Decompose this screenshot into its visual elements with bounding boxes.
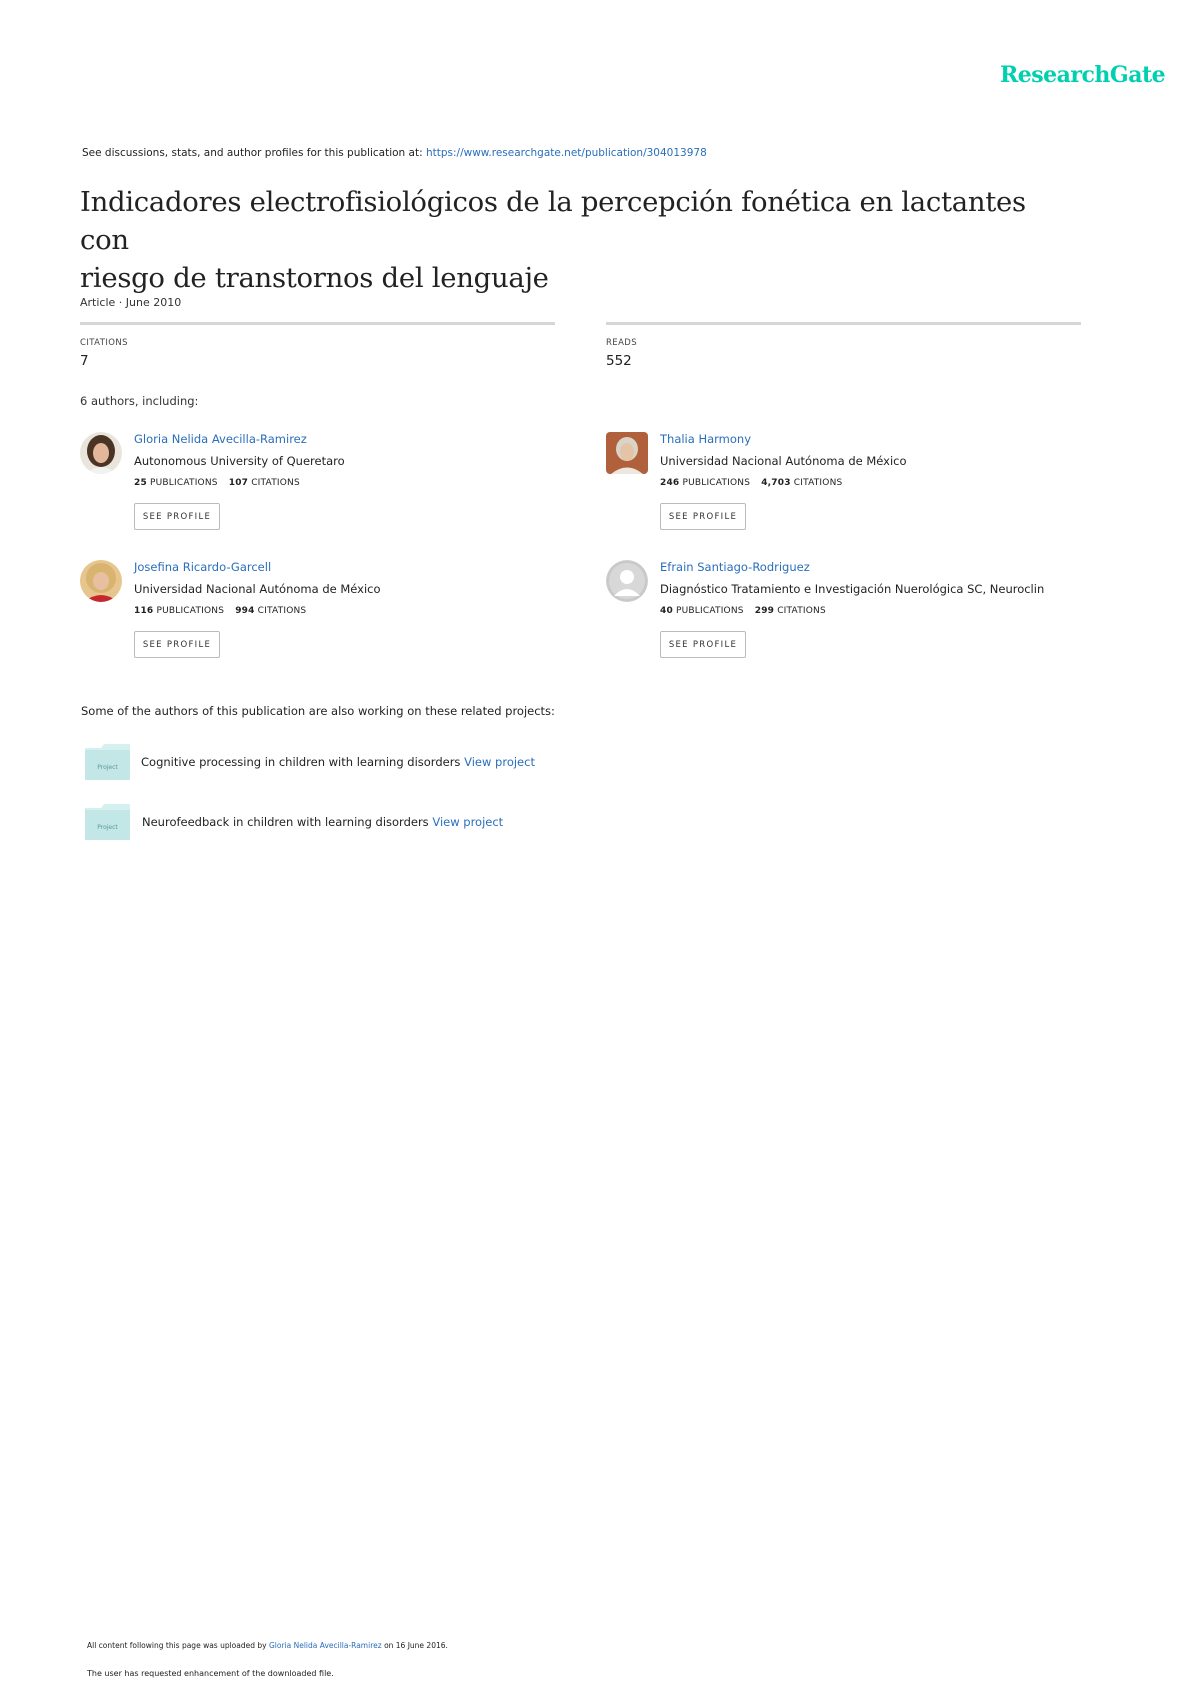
author-stats — [660, 606, 826, 616]
publication-url-link[interactable]: https://www.researchgate.net/publication/304013978 — [425, 147, 707, 159]
publications-label: PUBLICATIONS — [682, 478, 751, 488]
uploader-link[interactable]: Gloria Nelida Avecilla-Ramirez — [268, 1641, 382, 1650]
reads-label: READS — [606, 338, 638, 348]
project-folder-icon — [85, 804, 130, 840]
project-icon-label: Project — [97, 824, 118, 831]
uploaded-suffix: on 16 June 2016. — [384, 1641, 448, 1650]
author-card — [606, 432, 1106, 542]
project-item — [85, 804, 785, 844]
author-stats — [134, 606, 306, 616]
title-line-2: riesgo de transtornos del lenguaje — [80, 262, 549, 294]
see-profile-button[interactable]: SEE PROFILE — [660, 631, 746, 658]
title-line-1: Indicadores electrofisiológicos de la percepción fonética en lactantes con — [80, 186, 1026, 256]
citations-count: 107 — [228, 478, 249, 488]
project-description — [142, 815, 503, 829]
citations-label: CITATIONS — [251, 478, 300, 488]
see-profile-button[interactable]: SEE PROFILE — [660, 503, 746, 530]
see-profile-button[interactable]: SEE PROFILE — [134, 631, 220, 658]
citations-label: CITATIONS — [793, 478, 843, 488]
reads-count: 552 — [606, 353, 632, 369]
authors-heading: 6 authors, including: — [80, 394, 199, 408]
author-name-link[interactable]: Efrain Santiago-Rodriguez — [660, 560, 810, 574]
enhancement-note: The user has requested enhancement of the downloaded file. — [87, 1669, 334, 1678]
article-type-date: Article · June 2010 — [80, 296, 182, 309]
author-affiliation: Diagnóstico Tratamiento e Investigación Nuerológica SC, Neuroclin — [660, 582, 1045, 596]
publications-count: 25 — [134, 478, 147, 488]
author-card — [80, 560, 580, 670]
see-discussions-line — [82, 147, 707, 159]
related-projects-heading: Some of the authors of this publication are also working on these related projects: — [81, 704, 555, 718]
citations-label: CITATIONS — [257, 606, 307, 616]
project-description — [141, 755, 535, 769]
citations-count: 994 — [235, 606, 255, 616]
uploaded-prefix: All content following this page was uploaded by — [87, 1641, 267, 1650]
citations-count: 4,703 — [761, 478, 791, 488]
publications-label: PUBLICATIONS — [150, 478, 218, 488]
author-card — [606, 560, 1106, 670]
project-item — [85, 744, 785, 784]
author-affiliation: Universidad Nacional Autónoma de México — [660, 454, 907, 468]
publications-label: PUBLICATIONS — [676, 606, 744, 616]
reads-divider — [606, 322, 1081, 325]
publication-title — [80, 183, 1080, 297]
publications-count: 246 — [660, 478, 680, 488]
citations-label: CITATIONS — [80, 338, 128, 348]
author-avatar[interactable] — [80, 432, 122, 474]
author-stats — [134, 478, 300, 488]
author-stats — [660, 478, 842, 488]
citations-count: 299 — [754, 606, 775, 616]
researchgate-logo[interactable]: ResearchGate — [1000, 62, 1166, 88]
publications-count: 40 — [660, 606, 673, 616]
uploaded-by-line — [87, 1641, 448, 1650]
author-name-link[interactable]: Thalia Harmony — [660, 432, 752, 446]
citations-divider — [80, 322, 555, 325]
author-affiliation: Universidad Nacional Autónoma de México — [134, 582, 381, 596]
author-avatar[interactable] — [80, 560, 122, 602]
see-profile-button[interactable]: SEE PROFILE — [134, 503, 220, 530]
project-folder-icon — [85, 744, 130, 780]
see-discussions-text: See discussions, stats, and author profiles for this publication at: — [82, 147, 423, 159]
author-name-link[interactable]: Josefina Ricardo-Garcell — [134, 560, 272, 574]
author-avatar[interactable] — [606, 432, 648, 474]
citations-count: 7 — [80, 353, 89, 369]
author-card — [80, 432, 580, 542]
publications-label: PUBLICATIONS — [156, 606, 225, 616]
project-title: Cognitive processing in children with learning disorders — [141, 755, 461, 769]
author-affiliation: Autonomous University of Queretaro — [134, 454, 345, 468]
author-name-link[interactable]: Gloria Nelida Avecilla-Ramirez — [134, 432, 307, 446]
view-project-link[interactable]: View project — [464, 755, 535, 769]
project-title: Neurofeedback in children with learning disorders — [142, 815, 429, 829]
default-avatar-icon[interactable] — [606, 560, 648, 602]
citations-label: CITATIONS — [777, 606, 826, 616]
publications-count: 116 — [134, 606, 154, 616]
project-icon-label: Project — [97, 764, 118, 771]
view-project-link[interactable]: View project — [432, 815, 504, 829]
